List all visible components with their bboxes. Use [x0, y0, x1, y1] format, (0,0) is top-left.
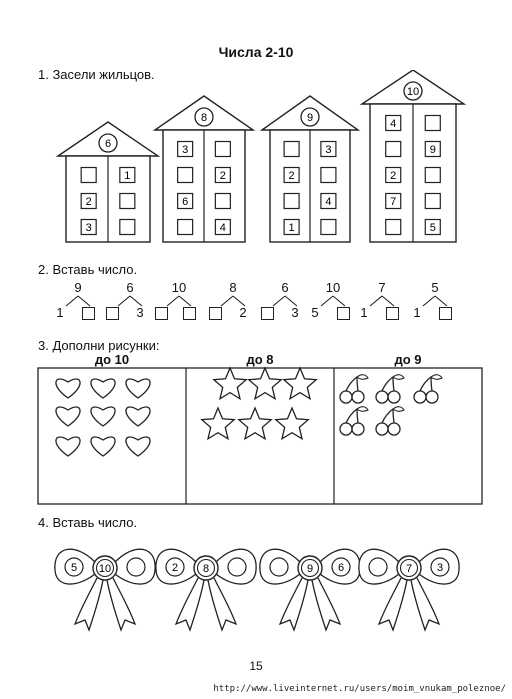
cherry-leaf [357, 375, 368, 380]
window [284, 194, 299, 209]
branch-left [118, 296, 130, 306]
whole-number: 10 [171, 280, 187, 295]
bow-center-number: 8 [202, 563, 210, 575]
pictures-table [0, 366, 512, 506]
window [215, 142, 230, 157]
cherry-stem [420, 377, 432, 391]
window [425, 116, 440, 131]
heart-shape [56, 437, 80, 456]
window [425, 168, 440, 183]
heart-shape [126, 437, 150, 456]
whole-number: 8 [229, 280, 237, 295]
bow [260, 549, 360, 630]
cherry-berry [340, 391, 352, 403]
part-number-right: 3 [291, 305, 299, 320]
window-number: 2 [219, 170, 226, 182]
cherry-berry [352, 391, 364, 403]
window-number: 3 [182, 144, 189, 156]
star-shape [202, 408, 234, 439]
part-box-right[interactable] [183, 307, 196, 320]
bow-circle-left [369, 558, 387, 576]
footer-url: http://www.liveinternet.ru/users/moim_vnukam_poleznoe/ [213, 684, 506, 694]
star-shape [239, 408, 271, 439]
whole-number: 6 [126, 280, 134, 295]
heart-shape [126, 379, 150, 398]
roof-number: 8 [200, 112, 208, 124]
window [120, 220, 135, 235]
house [155, 96, 253, 242]
number-compose-item [411, 278, 459, 326]
page-title: Числа 2-10 [218, 44, 294, 60]
heart-shape [56, 407, 80, 426]
house [362, 70, 464, 242]
column-head-stars: до 8 [246, 352, 274, 367]
bow-ribbon-left [379, 578, 407, 630]
window [425, 194, 440, 209]
roof-number: 10 [406, 86, 420, 98]
bow-ribbon-right [208, 578, 236, 630]
heart-shape [56, 379, 80, 398]
cherry-leaf [393, 375, 404, 380]
branch-right [382, 296, 394, 306]
window-number: 5 [429, 222, 436, 234]
heart-shape [91, 407, 115, 426]
page-number: 15 [249, 659, 263, 673]
bows-area [0, 535, 512, 635]
bow-ribbon-right [411, 578, 439, 630]
branch-left [167, 296, 179, 306]
bow-number-left: 5 [70, 562, 78, 574]
branch-right [333, 296, 345, 306]
part-number-left: 1 [413, 305, 421, 320]
whole-number: 9 [74, 280, 82, 295]
number-compose-item [54, 278, 102, 326]
roof-number: 9 [306, 112, 314, 124]
window [386, 220, 401, 235]
window [321, 168, 336, 183]
number-compose-area [0, 278, 512, 328]
number-compose-item [106, 278, 154, 326]
house [262, 96, 358, 242]
cherry-berry [376, 391, 388, 403]
window-number: 2 [288, 170, 295, 182]
window [215, 194, 230, 209]
number-compose-item [261, 278, 309, 326]
star-shape [276, 408, 308, 439]
cherry-berry [376, 423, 388, 435]
number-compose-item [309, 278, 357, 326]
branch-right [78, 296, 90, 306]
bow-number-right: 3 [436, 562, 444, 574]
cherry-leaf [393, 407, 404, 412]
number-compose-item [209, 278, 257, 326]
bow-center-number: 7 [405, 563, 413, 575]
bow-circle-right [228, 558, 246, 576]
part-box-left[interactable] [106, 307, 119, 320]
window-number: 1 [288, 222, 295, 234]
branch-left [273, 296, 285, 306]
part-number-right: 2 [239, 305, 247, 320]
window [321, 220, 336, 235]
window-number: 2 [85, 196, 92, 208]
window-number: 3 [85, 222, 92, 234]
bow-ribbon-left [176, 578, 204, 630]
cherry-stem [346, 377, 358, 391]
part-box-left[interactable] [261, 307, 274, 320]
cherry-berry [426, 391, 438, 403]
part-number-left: 1 [360, 305, 368, 320]
bow-ribbon-left [280, 578, 308, 630]
cherry-berry [340, 423, 352, 435]
cherry-leaf [357, 407, 368, 412]
whole-number: 10 [325, 280, 341, 295]
star-shape [284, 368, 316, 399]
bow-circle-right [127, 558, 145, 576]
cherry-stem [382, 377, 394, 391]
window [81, 168, 96, 183]
window [284, 142, 299, 157]
column-head-hearts: до 10 [94, 352, 130, 367]
bow-number-left: 2 [171, 562, 179, 574]
part-box-left[interactable] [209, 307, 222, 320]
roof-number: 6 [104, 138, 112, 150]
part-number-left: 1 [56, 305, 64, 320]
window-number: 4 [219, 222, 226, 234]
bow-number-right: 6 [337, 562, 345, 574]
window-number: 6 [182, 196, 189, 208]
window [120, 194, 135, 209]
heart-shape [91, 437, 115, 456]
part-number-right: 3 [136, 305, 144, 320]
window-number: 4 [325, 196, 332, 208]
heart-shape [91, 379, 115, 398]
bow-ribbon-right [107, 578, 135, 630]
bow-center-number: 9 [306, 563, 314, 575]
star-shape [214, 368, 246, 399]
whole-number: 7 [378, 280, 386, 295]
task3-label: 3. Дополни рисунки: [38, 338, 160, 353]
cherry-stem [382, 409, 394, 423]
bow [156, 549, 256, 630]
cherry-berry [388, 391, 400, 403]
window-number: 2 [390, 170, 397, 182]
bow-ribbon-left [75, 578, 103, 630]
part-number-left: 5 [311, 305, 319, 320]
window-number: 7 [390, 196, 397, 208]
number-compose-item [358, 278, 406, 326]
cherry-berry [388, 423, 400, 435]
bow-circle-left [270, 558, 288, 576]
window [178, 220, 193, 235]
cherry-stem [346, 409, 358, 423]
branch-right [179, 296, 191, 306]
branch-right [435, 296, 447, 306]
window-number: 9 [429, 144, 436, 156]
window [178, 168, 193, 183]
star-shape [249, 368, 281, 399]
task1-label: 1. Засели жильцов. [38, 67, 155, 82]
houses-area [0, 70, 512, 250]
branch-left [221, 296, 233, 306]
window-number: 4 [390, 118, 397, 130]
part-box-right[interactable] [337, 307, 350, 320]
cherry-berry [414, 391, 426, 403]
column-head-cherries: до 9 [394, 352, 422, 367]
house [58, 122, 158, 242]
part-box-right[interactable] [439, 307, 452, 320]
bow-ribbon-right [312, 578, 340, 630]
window-number: 1 [124, 170, 131, 182]
bow [55, 549, 155, 630]
part-box-right[interactable] [386, 307, 399, 320]
window-number: 3 [325, 144, 332, 156]
bow-center-number: 10 [98, 563, 112, 575]
whole-number: 5 [431, 280, 439, 295]
whole-number: 6 [281, 280, 289, 295]
part-box-left[interactable] [155, 307, 168, 320]
bow [359, 549, 459, 630]
cherry-leaf [431, 375, 442, 380]
task4-label: 4. Вставь число. [38, 515, 138, 530]
task2-label: 2. Вставь число. [38, 262, 138, 277]
heart-shape [126, 407, 150, 426]
number-compose-item [155, 278, 203, 326]
part-box-right[interactable] [82, 307, 95, 320]
window [386, 142, 401, 157]
cherry-berry [352, 423, 364, 435]
